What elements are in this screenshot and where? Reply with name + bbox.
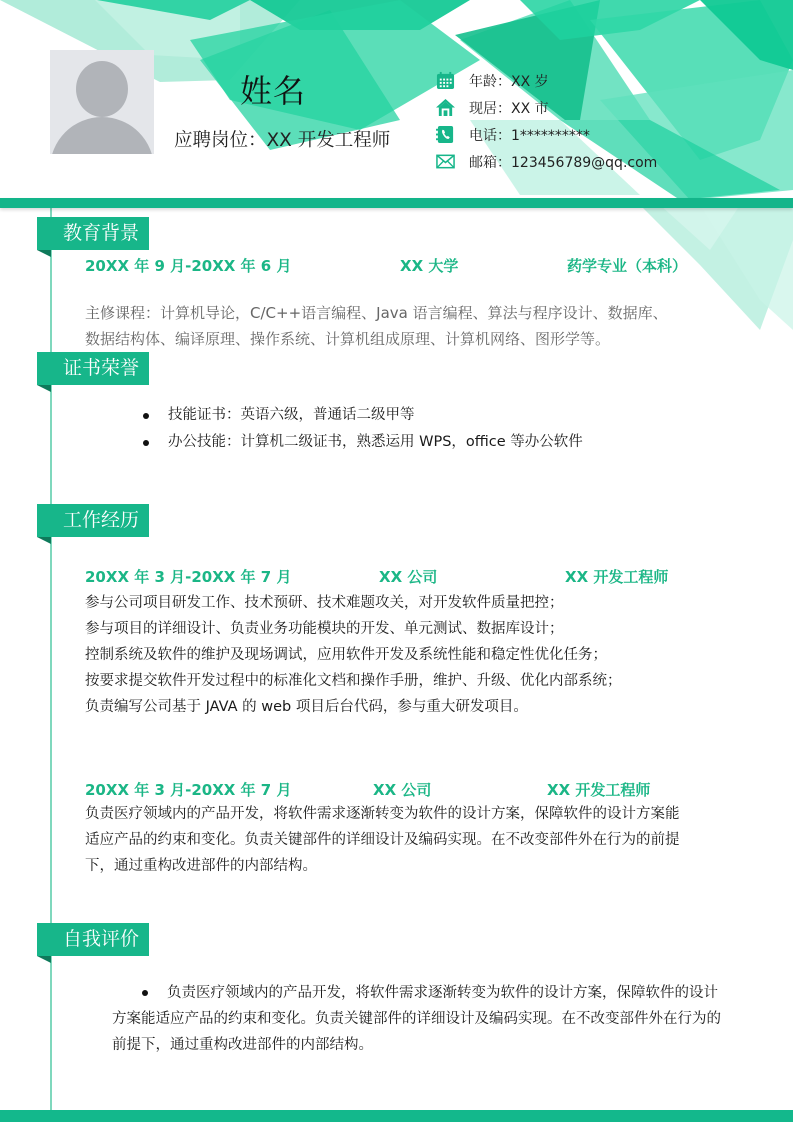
section-title-work: 工作经历 — [37, 504, 149, 537]
job-company: XX 公司 — [373, 781, 432, 799]
list-item: 办公技能：计算机二级证书，熟悉运用 WPS，office 等办公软件 — [143, 429, 583, 456]
header-divider-band — [0, 198, 793, 208]
timeline-line — [50, 208, 52, 1110]
contact-email-text: 邮箱：123456789@qq.com — [469, 154, 658, 171]
contact-phone-text: 电话：1********** — [469, 127, 590, 144]
contact-residence-text: 现居：XX 市 — [469, 100, 549, 117]
job-description-line: 控制系统及软件的维护及现场调试，应用软件开发及系统性能和稳定性优化任务； — [85, 647, 607, 663]
phone-icon — [436, 125, 455, 144]
section-title-self-evaluation: 自我评价 — [37, 923, 149, 956]
self-evaluation-text — [112, 980, 724, 1058]
footer-band — [0, 1110, 793, 1122]
section-title-certificates: 证书荣誉 — [37, 352, 149, 385]
job-role: XX 开发工程师 — [547, 781, 651, 799]
job-description-line: 负责编写公司基于 JAVA 的 web 项目后台代码，参与重大研发项目。 — [85, 699, 528, 715]
contact-age — [436, 67, 657, 94]
job-description-line: 按要求提交软件开发过程中的标准化文档和操作手册，维护、升级、优化内部系统； — [85, 673, 622, 689]
education-courses — [85, 300, 668, 352]
applied-position: 应聘岗位：XX 开发工程师 — [174, 130, 391, 151]
home-icon — [436, 98, 455, 117]
job-description-line: 负责医疗领域内的产品开发，将软件需求逐渐转变为软件的设计方案，保障软件的设计方案能 — [85, 806, 680, 822]
job-role: XX 开发工程师 — [565, 568, 669, 586]
bullet-icon — [142, 990, 148, 996]
job-description-line: 参与公司项目研发工作、技术预研、技术难题攻关，对开发软件质量把控； — [85, 595, 564, 611]
education-school: XX 大学 — [400, 257, 459, 275]
contact-phone — [436, 121, 657, 148]
list-item: 技能证书：英语六级，普通话二级甲等 — [143, 402, 583, 429]
mail-icon — [436, 152, 455, 171]
avatar — [50, 50, 154, 154]
job-period: 20XX 年 3 月-20XX 年 7 月 — [85, 568, 292, 586]
job-company: XX 公司 — [379, 568, 438, 586]
certificates-list — [143, 402, 583, 456]
job-description — [85, 801, 680, 879]
job-description-line: 下，通过重构改进部件的内部结构。 — [85, 858, 317, 874]
education-major: 药学专业（本科） — [567, 257, 688, 275]
job-description-line: 适应产品的约束和变化。负责关键部件的详细设计及编码实现。在不改变部件外在行为的前提 — [85, 832, 680, 848]
education-courses-line: 主修课程：计算机导论，C/C++语言编程、Java 语言编程、算法与程序设计、数据库、 — [85, 304, 668, 322]
contact-residence — [436, 94, 657, 121]
avatar-body-shape — [50, 117, 154, 154]
contact-email — [436, 148, 657, 175]
education-period: 20XX 年 9 月-20XX 年 6 月 — [85, 257, 292, 275]
contact-info — [436, 67, 657, 175]
job-description — [85, 590, 622, 720]
resume-header — [0, 0, 793, 198]
calendar-icon — [436, 71, 455, 90]
self-evaluation-content: 负责医疗领域内的产品开发，将软件需求逐渐转变为软件的设计方案，保障软件的设计方案能适应产品的约束和变化。负责关键部件的详细设计及编码实现。在不改变部件外在行为的前提下，通过重构改进部件的内部结构。 — [112, 985, 721, 1053]
job-description-line: 参与项目的详细设计、负责业务功能模块的开发、单元测试、数据库设计； — [85, 621, 564, 637]
candidate-name: 姓名 — [240, 72, 307, 110]
job-period: 20XX 年 3 月-20XX 年 7 月 — [85, 781, 292, 799]
contact-age-text: 年龄：XX 岁 — [469, 73, 549, 90]
section-title-education: 教育背景 — [37, 217, 149, 250]
education-courses-line: 数据结构体、编译原理、操作系统、计算机组成原理、计算机网络、图形学等。 — [85, 330, 611, 348]
avatar-head-shape — [76, 61, 128, 117]
